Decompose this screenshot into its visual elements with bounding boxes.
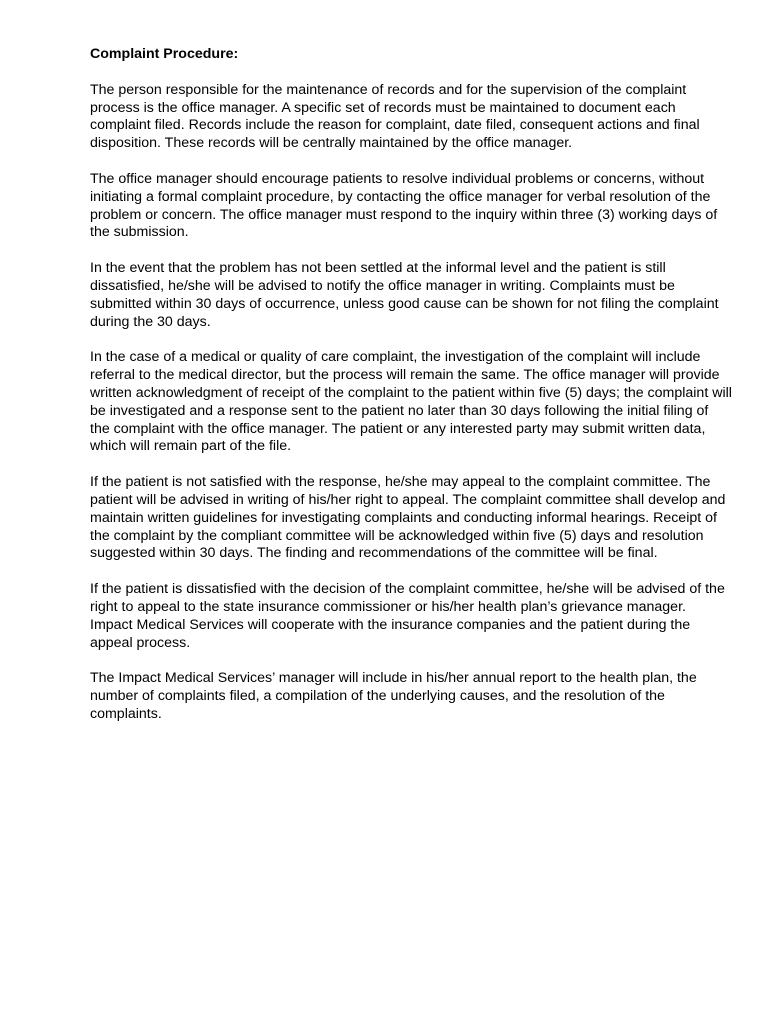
paragraph-written-complaint: In the event that the problem has not been settled at the informal level and the patient is still dissatisfied, he/she will be advised to notify the office manager in writing. Complaints must be submitted within 30 days of occurrence, unless good cause can be shown for not filing the complaint during the 30 days. [90,260,719,330]
paragraph-informal-resolution: The office manager should encourage patients to resolve individual problems or concerns, without initiating a formal complaint procedure, by contacting the office manager for verbal resolution of the problem or concern. The office manager must respond to the inquiry within three (3) working days of the submission. [90,170,718,241]
document-page [90,46,732,742]
paragraph-medical-complaint: In the case of a medical or quality of care complaint, the investigation of the complaint will include referral to the medical director, but the process will remain the same. The office manager will provide written acknowledgment of receipt of the complaint to the patient within five (5) days; the complaint will be investigated and a response sent to the patient no later than 30 days following the initial filing of the complaint with the office manager. The patient or any interested party may submit written data, which will remain part of the file. [90,349,732,455]
paragraph-annual-report: The Impact Medical Services’ manager will include in his/her annual report to the health plan, the number of complaints filed, a compilation of the underlying causes, and the resolution of the complaints. [90,670,697,722]
document-heading: Complaint Procedure: [90,46,239,62]
paragraph-state-appeal: If the patient is dissatisfied with the decision of the complaint committee, he/she will be advised of the right to appeal to the state insurance commissioner or his/her health plan’s grievance manager. Impact Medical Services will cooperate with the insurance companies and the patient during the appeal process. [90,581,725,651]
paragraph-committee-appeal: If the patient is not satisfied with the response, he/she may appeal to the complaint committee. The patient will be advised in writing of his/her right to appeal. The complaint committee shall develop and maintain written guidelines for investigating complaints and conducting informal hearings. Receipt of the complaint by the compliant committee will be acknowledged within five (5) days and resolution suggested within 30 days. The finding and recommendations of the committee will be final. [90,474,726,562]
paragraph-records: The person responsible for the maintenance of records and for the supervision of the complaint process is the office manager. A specific set of records must be maintained to document each complaint filed. Records include the reason for complaint, date filed, consequent actions and final disposition. These records will be centrally maintained by the office manager. [90,81,700,152]
